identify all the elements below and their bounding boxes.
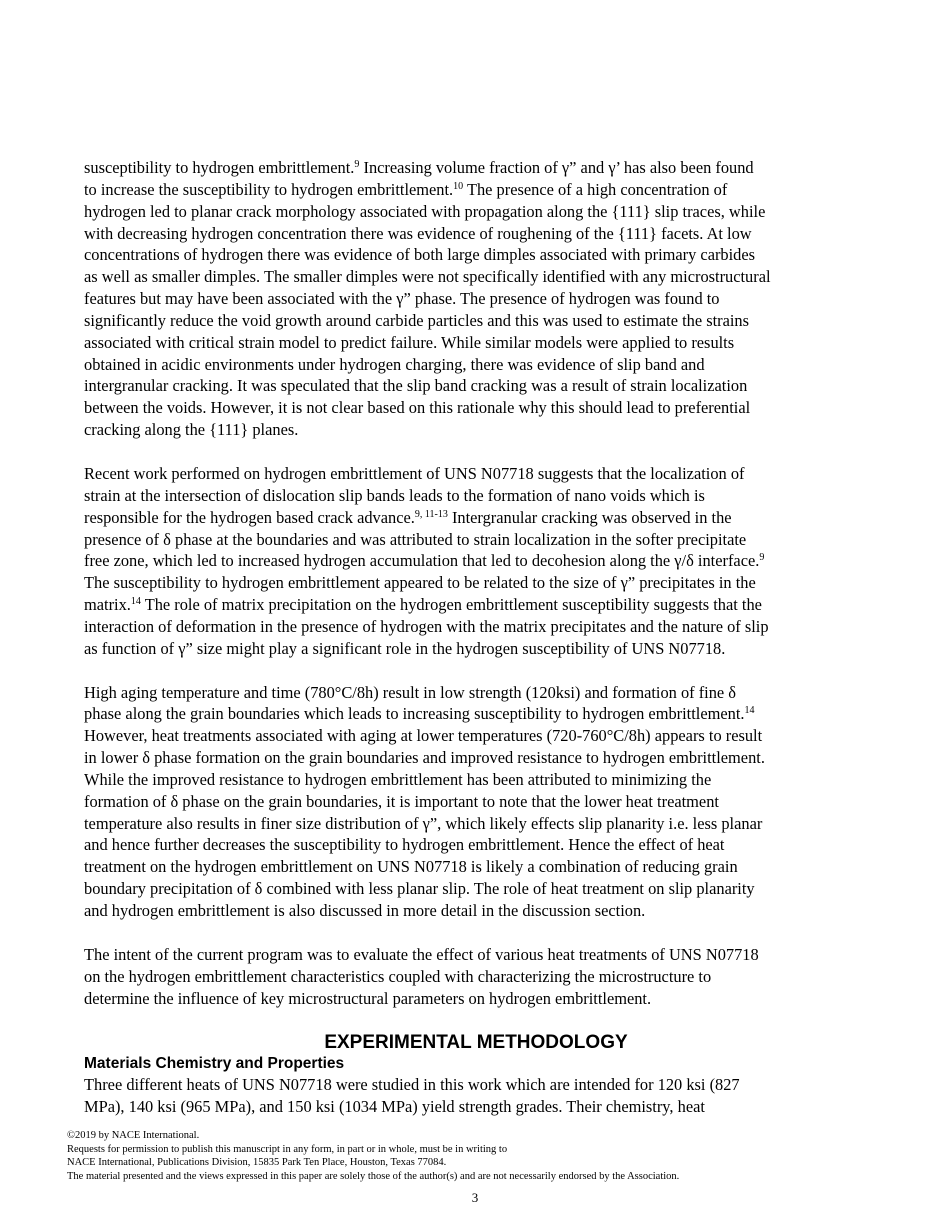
text-run: presence of δ phase at the boundaries and was attributed to strain localization in the softer precipitate xyxy=(84,529,747,549)
text-run: intergranular cracking. It was speculated that the slip band cracking was a result of strain localization xyxy=(84,376,748,396)
text-line xyxy=(84,900,868,922)
text-run: obtained in acidic environments under hydrogen charging, there was evidence of slip band and xyxy=(84,354,705,374)
text-run: The intent of the current program was to evaluate the effect of various heat treatments of UNS N07718 xyxy=(84,944,759,964)
footer-line: NACE International, Publications Division, 15835 Park Ten Place, Houston, Texas 77084. xyxy=(67,1157,447,1169)
text-line xyxy=(84,791,868,813)
text-run: in lower δ phase formation on the grain boundaries and improved resistance to hydrogen embrittlement. xyxy=(84,748,765,768)
text-line xyxy=(84,1074,868,1096)
text-line xyxy=(84,813,868,835)
text-line xyxy=(84,594,868,616)
text-line xyxy=(84,944,868,966)
text-line xyxy=(84,856,868,878)
text-line xyxy=(84,1096,868,1118)
text-line xyxy=(84,703,868,725)
text-run: interaction of deformation in the presence of hydrogen with the matrix precipitates and the nature of slip xyxy=(84,616,769,636)
text-line xyxy=(84,878,868,900)
text-run: responsible for the hydrogen based crack advance. xyxy=(84,507,415,527)
text-line xyxy=(84,682,868,704)
text-run: Increasing volume fraction of γ” and γ’ has also been found xyxy=(359,158,754,177)
text-run: temperature also results in finer size distribution of γ”, which likely effects slip planarity i.e. less planar xyxy=(84,813,763,833)
text-run: with decreasing hydrogen concentration there was evidence of roughening of the {111} facets. At low xyxy=(84,223,752,243)
text-line xyxy=(84,201,868,223)
text-line xyxy=(84,419,868,441)
citation-superscript: 9 xyxy=(354,159,360,170)
text-run: significantly reduce the void growth around carbide particles and this was used to estimate the strains xyxy=(84,310,749,330)
text-run: and hence further decreases the susceptibility to hydrogen embrittlement. Hence the effect of heat xyxy=(84,835,725,855)
text-run: concentrations of hydrogen there was evidence of both large dimples associated with primary carbides xyxy=(84,245,756,265)
text-run: and hydrogen embrittlement is also discussed in more detail in the discussion section. xyxy=(84,901,646,920)
text-run: While the improved resistance to hydrogen embrittlement has been attributed to minimizing the xyxy=(84,769,712,789)
paragraph xyxy=(84,682,868,922)
citation-superscript: 10 xyxy=(453,180,464,192)
text-run: formation of δ phase on the grain boundaries, it is important to note that the lower heat treatment xyxy=(84,791,719,811)
text-line xyxy=(84,223,868,245)
text-run: The susceptibility to hydrogen embrittlement appeared to be related to the size of γ” precipitates in the xyxy=(84,573,756,593)
text-run: as function of γ” size might play a significant role in the hydrogen susceptibility of UNS N07718. xyxy=(84,638,726,658)
text-run: The role of matrix precipitation on the hydrogen embrittlement susceptibility suggests that the xyxy=(140,595,762,615)
text-run: associated with critical strain model to predict failure. While similar models were applied to results xyxy=(84,332,735,352)
text-line xyxy=(84,310,868,332)
body-text xyxy=(84,157,868,1118)
citation-superscript: 9 xyxy=(759,552,765,564)
text-line xyxy=(84,266,868,288)
text-run: cracking along the {111} planes. xyxy=(84,420,299,440)
text-run: High aging temperature and time (780°C/8h) result in low strength (120ksi) and formation of fine δ xyxy=(84,682,736,702)
text-line xyxy=(84,638,868,660)
text-line xyxy=(84,354,868,376)
text-run: Three different heats of UNS N07718 were studied in this work which are intended for 120 ksi (827 xyxy=(84,1075,740,1095)
text-line xyxy=(84,988,868,1010)
text-run: strain at the intersection of dislocation slip bands leads to the formation of nano voids which is xyxy=(84,485,705,505)
paragraph xyxy=(84,944,868,1010)
copyright-footer xyxy=(67,1129,883,1183)
text-line xyxy=(84,529,868,551)
text-run: matrix. xyxy=(84,595,131,615)
text-line xyxy=(84,397,868,419)
text-run: susceptibility to hydrogen embrittlement. xyxy=(84,158,355,177)
text-run: features but may have been associated with the γ” phase. The presence of hydrogen was found to xyxy=(84,289,720,309)
footer-line: The material presented and the views expressed in this paper are solely those of the author(s) and are not necessarily endorsed by the Association. xyxy=(67,1170,680,1182)
text-run: on the hydrogen embrittlement characteristics coupled with characterizing the microstructure to xyxy=(84,966,712,986)
text-run: hydrogen led to planar crack morphology associated with propagation along the {111} slip traces, while xyxy=(84,201,766,221)
page-number: 3 xyxy=(471,1190,479,1205)
text-line xyxy=(84,769,868,791)
section-heading: EXPERIMENTAL METHODOLOGY xyxy=(324,1032,628,1054)
sub-heading: Materials Chemistry and Properties xyxy=(84,1055,345,1073)
text-run: MPa), 140 ksi (965 MPa), and 150 ksi (1034 MPa) yield strength grades. Their chemistry, heat xyxy=(84,1097,705,1117)
text-line xyxy=(84,179,868,201)
citation-superscript: 14 xyxy=(130,596,141,608)
text-line xyxy=(84,463,868,485)
paragraph xyxy=(84,157,868,441)
paragraph xyxy=(84,463,868,660)
text-line xyxy=(84,332,868,354)
text-run: determine the influence of key microstructural parameters on hydrogen embrittlement. xyxy=(84,988,652,1008)
text-run: However, heat treatments associated with aging at lower temperatures (720-760°C/8h) appears to result xyxy=(84,726,763,746)
text-line xyxy=(84,966,868,988)
text-run: The presence of a high concentration of xyxy=(463,179,728,199)
text-run: Recent work performed on hydrogen embrittlement of UNS N07718 suggests that the localization of xyxy=(84,463,745,483)
paragraph-group xyxy=(84,157,868,1009)
footer-line: ©2019 by NACE International. xyxy=(67,1130,200,1141)
text-line xyxy=(84,725,868,747)
paragraph-materials xyxy=(84,1074,868,1118)
text-line xyxy=(84,485,868,507)
text-line xyxy=(84,157,868,179)
citation-superscript: 14 xyxy=(744,705,755,717)
text-line xyxy=(84,507,868,529)
text-line xyxy=(84,550,868,572)
footer-line: Requests for permission to publish this manuscript in any form, in part or in whole, must be in writing to xyxy=(67,1143,508,1155)
text-line xyxy=(84,288,868,310)
text-run: as well as smaller dimples. The smaller dimples were not specifically identified with any microstructural xyxy=(84,267,771,287)
text-run: phase along the grain boundaries which leads to increasing susceptibility to hydrogen embrittlement. xyxy=(84,704,745,724)
text-run: boundary precipitation of δ combined with less planar slip. The role of heat treatment on slip planarity xyxy=(84,879,755,899)
text-run: Intergranular cracking was observed in the xyxy=(447,507,732,527)
text-run: treatment on the hydrogen embrittlement on UNS N07718 is likely a combination of reducing grain xyxy=(84,857,738,877)
text-run: free zone, which led to increased hydrogen accumulation that led to decohesion along the γ/δ interface. xyxy=(84,551,760,571)
text-line xyxy=(84,375,868,397)
citation-superscript: 9, 11-13 xyxy=(414,508,448,520)
text-run: to increase the susceptibility to hydrogen embrittlement. xyxy=(84,179,454,199)
text-line xyxy=(84,244,868,266)
text-line xyxy=(84,572,868,594)
text-run: between the voids. However, it is not clear based on this rationale why this should lead to preferential xyxy=(84,398,751,418)
text-line xyxy=(84,616,868,638)
text-line xyxy=(84,834,868,856)
text-line xyxy=(84,747,868,769)
